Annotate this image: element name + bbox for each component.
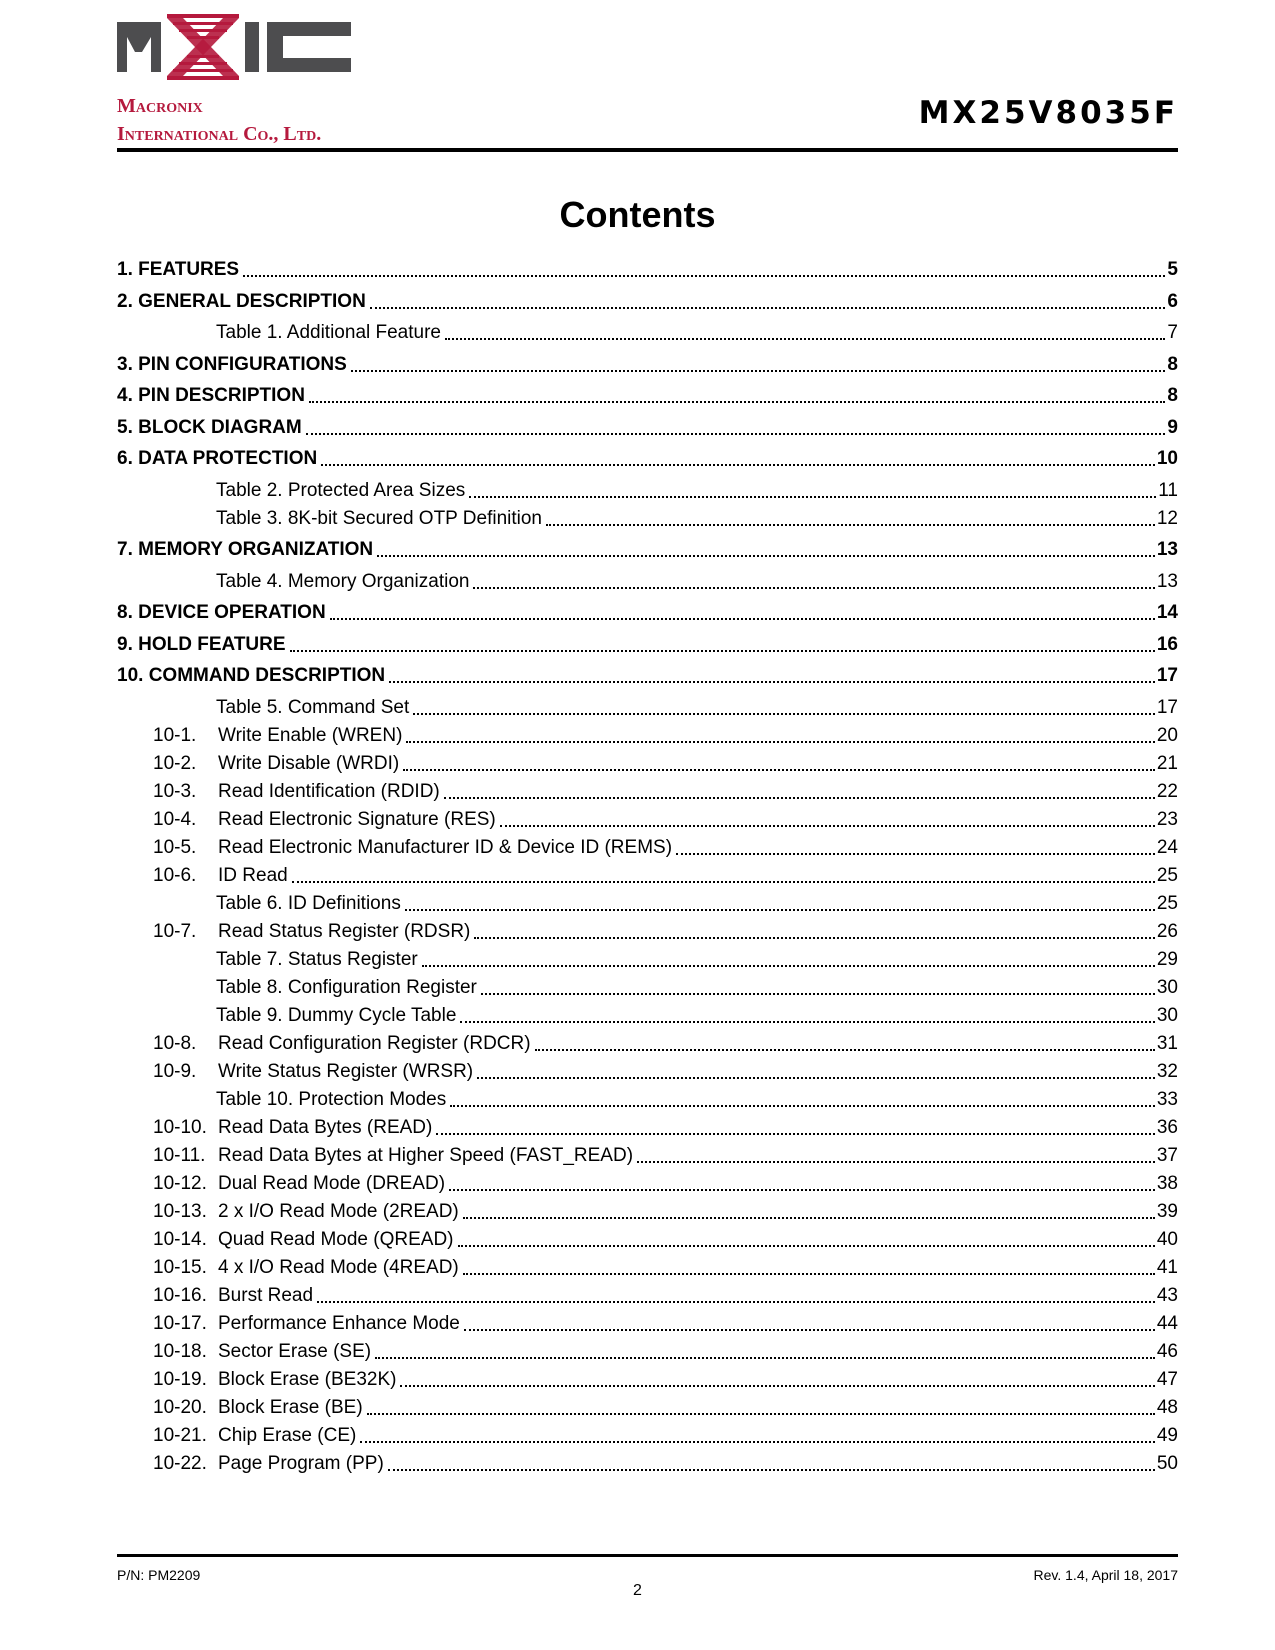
toc-dot-leader: [290, 650, 1155, 652]
toc-entry-label: Read Data Bytes (READ): [218, 1117, 433, 1138]
toc-entry-page: 10: [1156, 448, 1178, 469]
toc-entry-page: 16: [1156, 634, 1178, 655]
toc-entry[interactable]: [117, 861, 1178, 887]
toc-dot-leader: [321, 464, 1155, 466]
toc-entry[interactable]: [117, 661, 1178, 687]
toc-entry-page: 8: [1167, 354, 1178, 375]
toc-entry-page: 30: [1156, 977, 1178, 998]
toc-entry-label: Table 9. Dummy Cycle Table: [216, 1005, 457, 1026]
toc-entry-number: 10-4.: [153, 809, 197, 830]
toc-dot-leader: [477, 1077, 1155, 1079]
toc-entry-label: Write Enable (WREN): [218, 725, 403, 746]
toc-entry-label: 3. PIN CONFIGURATIONS: [117, 354, 347, 375]
footer-page-number: 2: [633, 1582, 642, 1599]
toc-dot-leader: [469, 496, 1156, 498]
toc-entry-page: 11: [1158, 480, 1178, 501]
toc-entry-page: 20: [1156, 725, 1178, 746]
toc-entry-label: Write Disable (WRDI): [218, 753, 400, 774]
toc-entry[interactable]: [117, 1085, 1178, 1111]
toc-dot-leader: [464, 1329, 1155, 1331]
toc-entry-label: Table 4. Memory Organization: [216, 571, 470, 592]
toc-entry[interactable]: [117, 1001, 1178, 1027]
toc-entry[interactable]: [117, 1309, 1178, 1335]
toc-entry[interactable]: [117, 805, 1178, 831]
toc-entry-page: 26: [1156, 921, 1178, 942]
toc-entry[interactable]: [117, 1029, 1178, 1055]
toc-entry-number: 10-9.: [153, 1061, 197, 1082]
toc-dot-leader: [444, 797, 1155, 799]
toc-entry-page: 39: [1156, 1201, 1178, 1222]
toc-entry-page: 6: [1167, 291, 1178, 312]
toc-entry-page: 14: [1156, 602, 1178, 623]
toc-entry-label: Burst Read: [218, 1285, 314, 1306]
toc-dot-leader: [292, 881, 1155, 883]
toc-entry-page: 9: [1167, 417, 1178, 438]
toc-entry[interactable]: [117, 567, 1178, 593]
toc-dot-leader: [317, 1301, 1155, 1303]
header-rule: [117, 148, 1178, 152]
toc-entry-page: 37: [1156, 1145, 1178, 1166]
toc-entry-number: 10-19.: [153, 1369, 207, 1390]
toc-entry-label: Performance Enhance Mode: [218, 1313, 460, 1334]
toc-entry-number: 10-7.: [153, 921, 197, 942]
toc-entry-page: 32: [1156, 1061, 1178, 1082]
toc-dot-leader: [546, 524, 1155, 526]
toc-dot-leader: [360, 1441, 1155, 1443]
toc-entry-label: Read Status Register (RDSR): [218, 921, 471, 942]
toc-entry-number: 10-11.: [153, 1145, 206, 1166]
toc-entry-number: 10-21.: [153, 1425, 207, 1446]
toc-entry-page: 44: [1156, 1313, 1178, 1334]
toc-entry-page: 33: [1156, 1089, 1178, 1110]
toc-entry-label: Table 1. Additional Feature: [216, 322, 441, 343]
toc-entry[interactable]: [117, 476, 1178, 502]
toc-entry[interactable]: [117, 1253, 1178, 1279]
toc-entry-page: 21: [1156, 753, 1178, 774]
toc-entry-page: 29: [1156, 949, 1178, 970]
toc-entry-label: Table 3. 8K-bit Secured OTP Definition: [216, 508, 542, 529]
toc-dot-leader: [637, 1161, 1155, 1163]
toc-entry-label: Read Configuration Register (RDCR): [218, 1033, 531, 1054]
toc-entry-number: 10-1.: [153, 725, 197, 746]
toc-entry[interactable]: [117, 973, 1178, 999]
toc-entry-label: Write Status Register (WRSR): [218, 1061, 474, 1082]
toc-entry[interactable]: [117, 693, 1178, 719]
toc-entry-label: Table 8. Configuration Register: [216, 977, 477, 998]
toc-entry-page: 47: [1156, 1369, 1178, 1390]
toc-entry-page: 24: [1156, 837, 1178, 858]
toc-entry-label: 2. GENERAL DESCRIPTION: [117, 291, 366, 312]
toc-entry-page: 13: [1156, 571, 1178, 592]
mxic-logo: [117, 12, 351, 85]
toc-dot-leader: [377, 555, 1155, 557]
toc-dot-leader: [473, 587, 1154, 589]
toc-entry-page: 36: [1156, 1117, 1178, 1138]
toc-dot-leader: [449, 1189, 1155, 1191]
toc-dot-leader: [413, 713, 1155, 715]
toc-dot-leader: [458, 1245, 1155, 1247]
toc-entry[interactable]: [117, 1393, 1178, 1419]
toc-entry[interactable]: [117, 287, 1178, 313]
page-title: Contents: [559, 194, 716, 235]
toc-dot-leader: [474, 937, 1154, 939]
toc-entry-label: 9. HOLD FEATURE: [117, 634, 286, 655]
toc-entry-page: 46: [1156, 1341, 1178, 1362]
toc-entry[interactable]: [117, 889, 1178, 915]
toc-entry-label: Dual Read Mode (DREAD): [218, 1173, 446, 1194]
toc-entry-number: 10-14.: [153, 1229, 207, 1250]
toc-entry-label: 5. BLOCK DIAGRAM: [117, 417, 302, 438]
toc-entry-label: Block Erase (BE32K): [218, 1369, 397, 1390]
toc-entry-label: 2 x I/O Read Mode (2READ): [218, 1201, 459, 1222]
toc-entry[interactable]: [117, 1197, 1178, 1223]
toc-entry-label: ID Read: [218, 865, 288, 886]
toc-entry-page: 23: [1156, 809, 1178, 830]
toc-entry[interactable]: [117, 721, 1178, 747]
toc-entry-number: 10-18.: [153, 1341, 207, 1362]
toc-entry[interactable]: [117, 1057, 1178, 1083]
toc-entry-label: Quad Read Mode (QREAD): [218, 1229, 454, 1250]
toc-entry[interactable]: [117, 1421, 1178, 1447]
toc-dot-leader: [445, 338, 1165, 340]
toc-entry-number: 10-3.: [153, 781, 197, 802]
toc-dot-leader: [676, 853, 1155, 855]
toc-entry-page: 22: [1156, 781, 1178, 802]
toc-entry-page: 30: [1156, 1005, 1178, 1026]
toc-dot-leader: [309, 401, 1166, 403]
toc-dot-leader: [481, 993, 1155, 995]
toc-entry[interactable]: [117, 1169, 1178, 1195]
toc-entry-label: Table 10. Protection Modes: [216, 1089, 447, 1110]
toc-entry[interactable]: [117, 444, 1178, 470]
toc-entry-label: 8. DEVICE OPERATION: [117, 602, 326, 623]
toc-entry-page: 8: [1167, 385, 1178, 406]
toc-dot-leader: [388, 1469, 1155, 1471]
toc-entry-label: Sector Erase (SE): [218, 1341, 372, 1362]
toc-entry-number: 10-12.: [153, 1173, 207, 1194]
toc-dot-leader: [370, 307, 1166, 309]
toc-entry-page: 31: [1156, 1033, 1178, 1054]
toc-entry[interactable]: [117, 1281, 1178, 1307]
footer-part-number: P/N: PM2209: [117, 1567, 201, 1583]
toc-dot-leader: [436, 1133, 1155, 1135]
toc-entry-label: 1. FEATURES: [117, 259, 240, 280]
toc-entry-page: 13: [1156, 539, 1178, 560]
toc-entry-label: Table 7. Status Register: [216, 949, 418, 970]
toc-entry-label: 10. COMMAND DESCRIPTION: [117, 665, 386, 686]
toc-dot-leader: [463, 1273, 1155, 1275]
company-line-2: International Co., Ltd.: [117, 123, 322, 145]
toc-dot-leader: [500, 825, 1155, 827]
toc-entry-page: 48: [1156, 1397, 1178, 1418]
toc-entry-number: 10-10.: [153, 1117, 207, 1138]
toc-entry[interactable]: [117, 598, 1178, 624]
toc-entry-number: 10-2.: [153, 753, 197, 774]
toc-entry-label: Chip Erase (CE): [218, 1425, 357, 1446]
toc-entry-label: Table 5. Command Set: [216, 697, 410, 718]
toc-entry[interactable]: [117, 504, 1178, 530]
toc-entry-page: 25: [1156, 893, 1178, 914]
toc-dot-leader: [450, 1105, 1155, 1107]
toc-entry[interactable]: [117, 1141, 1178, 1167]
toc-dot-leader: [367, 1413, 1155, 1415]
toc-entry-label: Table 6. ID Definitions: [216, 893, 401, 914]
toc-entry-label: Read Electronic Manufacturer ID & Device ID (REMS): [218, 837, 673, 858]
toc-entry-number: 10-22.: [153, 1453, 207, 1474]
toc-entry-label: Read Electronic Signature (RES): [218, 809, 496, 830]
toc-entry-label: 6. DATA PROTECTION: [117, 448, 318, 469]
toc-entry-number: 10-5.: [153, 837, 197, 858]
footer-revision: Rev. 1.4, April 18, 2017: [1033, 1567, 1178, 1583]
toc-entry-number: 10-16.: [153, 1285, 207, 1306]
toc-entry-number: 10-17.: [153, 1313, 207, 1334]
toc-entry-label: 4 x I/O Read Mode (4READ): [218, 1257, 459, 1278]
toc-entry[interactable]: [117, 535, 1178, 561]
toc-entry[interactable]: [117, 749, 1178, 775]
toc-dot-leader: [306, 433, 1166, 435]
company-name: [117, 92, 321, 148]
toc-entry[interactable]: [117, 1337, 1178, 1363]
toc-dot-leader: [243, 275, 1165, 277]
toc-entry-page: 12: [1156, 508, 1178, 529]
toc-entry[interactable]: [117, 630, 1178, 656]
toc-entry-label: Read Identification (RDID): [218, 781, 440, 802]
toc-entry[interactable]: [117, 255, 1178, 281]
toc-entry-label: Table 2. Protected Area Sizes: [216, 480, 466, 501]
toc-entry-number: 10-13.: [153, 1201, 207, 1222]
toc-entry[interactable]: [117, 318, 1178, 344]
toc-dot-leader: [330, 618, 1155, 620]
toc-entry-page: 40: [1156, 1229, 1178, 1250]
toc-entry-page: 5: [1167, 259, 1178, 280]
toc-entry-page: 38: [1156, 1173, 1178, 1194]
toc-entry-page: 41: [1156, 1257, 1178, 1278]
toc-dot-leader: [406, 741, 1154, 743]
toc-entry-page: 17: [1156, 697, 1178, 718]
toc-dot-leader: [405, 909, 1155, 911]
toc-entry-page: 50: [1156, 1453, 1178, 1474]
toc-entry-number: 10-20.: [153, 1397, 207, 1418]
toc-dot-leader: [389, 681, 1155, 683]
toc-entry-page: 49: [1156, 1425, 1178, 1446]
toc-entry[interactable]: [117, 945, 1178, 971]
toc-entry[interactable]: [117, 413, 1178, 439]
toc-entry-label: 4. PIN DESCRIPTION: [117, 385, 305, 406]
part-number-header: MX25V8035F: [918, 95, 1178, 131]
toc-entry[interactable]: [117, 1225, 1178, 1251]
toc-dot-leader: [403, 769, 1155, 771]
toc-entry-label: Block Erase (BE): [218, 1397, 363, 1418]
toc-entry[interactable]: [117, 777, 1178, 803]
toc-entry-number: 10-15.: [153, 1257, 207, 1278]
toc-entry-number: 10-8.: [153, 1033, 197, 1054]
toc-entry[interactable]: [117, 1113, 1178, 1139]
toc-entry-number: 10-6.: [153, 865, 197, 886]
toc-entry[interactable]: [117, 381, 1178, 407]
toc-entry-page: 7: [1167, 322, 1178, 343]
toc-entry[interactable]: [117, 917, 1178, 943]
toc-entry-page: 25: [1156, 865, 1178, 886]
toc-dot-leader: [535, 1049, 1155, 1051]
toc-dot-leader: [400, 1385, 1154, 1387]
toc-entry[interactable]: [117, 1449, 1178, 1475]
footer-rule: [117, 1554, 1178, 1557]
toc-entry[interactable]: [117, 350, 1178, 376]
toc-entry-label: Read Data Bytes at Higher Speed (FAST_READ): [218, 1145, 634, 1166]
toc-dot-leader: [463, 1217, 1155, 1219]
toc-entry-label: Page Program (PP): [218, 1453, 384, 1474]
toc-dot-leader: [422, 965, 1155, 967]
toc-dot-leader: [460, 1021, 1154, 1023]
toc-entry[interactable]: [117, 1365, 1178, 1391]
toc-dot-leader: [351, 370, 1166, 372]
toc-dot-leader: [375, 1357, 1155, 1359]
toc-entry-page: 43: [1156, 1285, 1178, 1306]
toc-entry-label: 7. MEMORY ORGANIZATION: [117, 539, 374, 560]
toc-entry[interactable]: [117, 833, 1178, 859]
toc-entry-page: 17: [1156, 665, 1178, 686]
company-line-1: Macronix: [117, 95, 203, 117]
